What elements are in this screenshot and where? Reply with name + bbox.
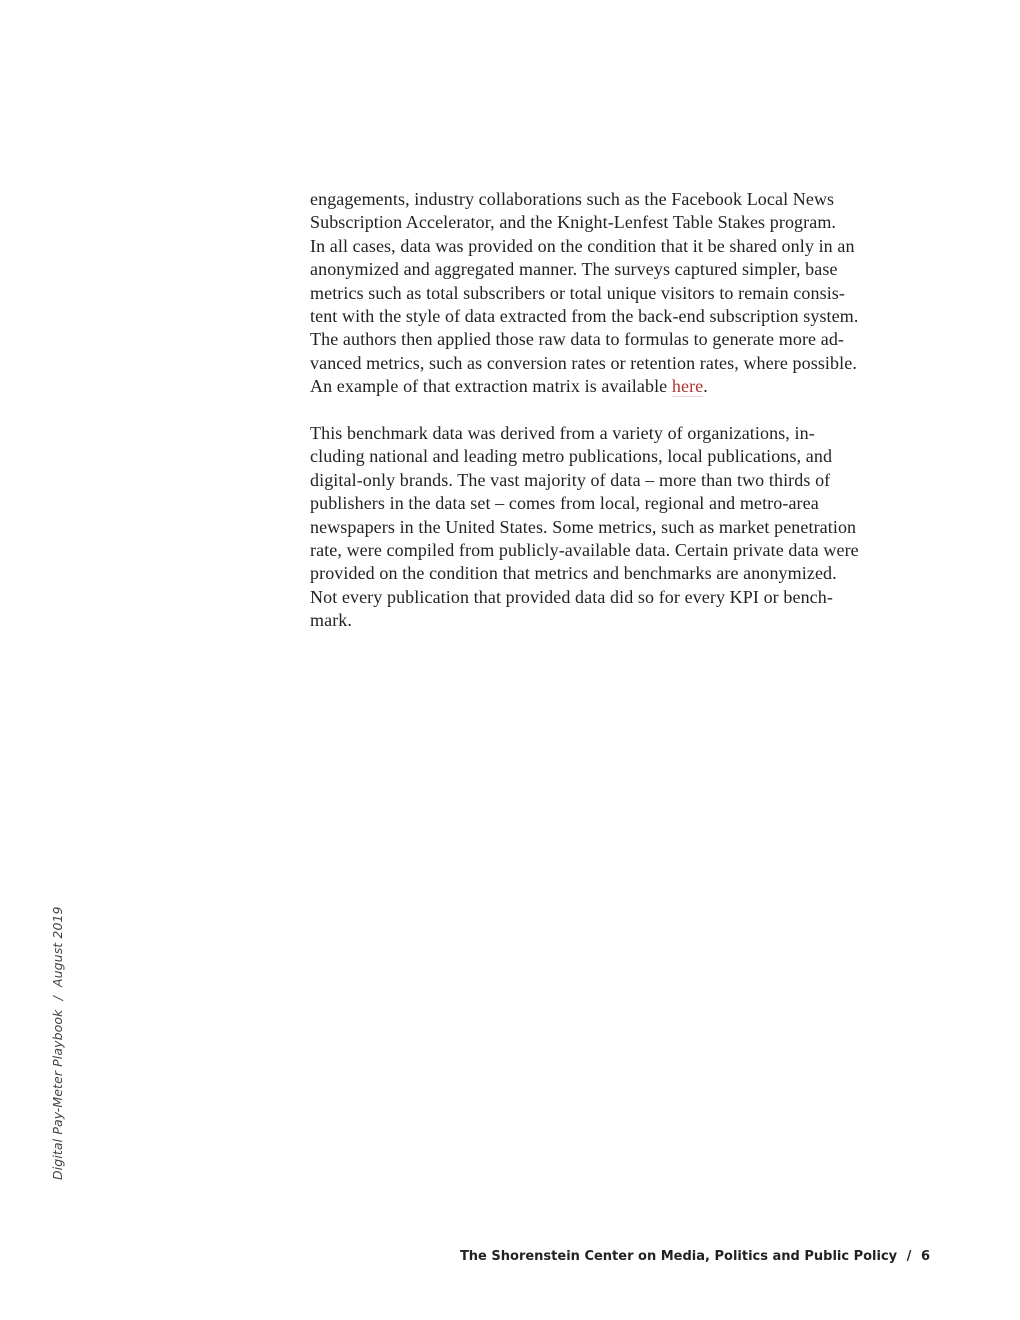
text-line: Not every publication that provided data did so for every KPI or bench- xyxy=(310,586,833,607)
footer-organization: The Shorenstein Center on Media, Politics and Public Policy xyxy=(459,1249,898,1264)
text-line: Subscription Accelerator, and the Knight-Lenfest Table Stakes program. xyxy=(310,212,837,233)
text-line: The authors then applied those raw data to formulas to generate more ad- xyxy=(310,329,845,350)
text-line: anonymized and aggregated manner. The surveys captured simpler, base xyxy=(310,259,838,280)
text-line-with-link xyxy=(310,375,932,398)
paragraph-data-sources xyxy=(310,422,932,633)
extraction-matrix-link[interactable]: here xyxy=(671,376,704,397)
text-line: rate, were compiled from publicly-available data. Certain private data were xyxy=(310,540,859,561)
text-line: vanced metrics, such as conversion rates or retention rates, where possible. xyxy=(310,352,857,373)
text-line: publishers in the data set – comes from local, regional and metro-area xyxy=(310,493,819,514)
body-column xyxy=(310,188,932,633)
text-line: engagements, industry collaborations such as the Facebook Local News xyxy=(310,189,835,209)
text-line: In all cases, data was provided on the condition that it be shared only in an xyxy=(310,235,855,256)
text-line: This benchmark data was derived from a variety of organizations, in- xyxy=(310,423,815,444)
paragraph-methodology xyxy=(310,188,932,399)
publication-date: August 2019 xyxy=(50,906,65,988)
text-line: newspapers in the United States. Some metrics, such as market penetration xyxy=(310,516,857,537)
text-segment: . xyxy=(703,376,708,397)
publication-title: Digital Pay-Meter Playbook xyxy=(50,1009,65,1180)
vertical-running-header xyxy=(50,906,65,1180)
text-line: digital-only brands. The vast majority of data – more than two thirds of xyxy=(310,469,831,490)
text-line: metrics such as total subscribers or total unique visitors to remain consis- xyxy=(310,282,845,303)
text-line: cluding national and leading metro publications, local publications, and xyxy=(310,446,833,467)
footer-separator: / xyxy=(906,1249,912,1264)
page-footer xyxy=(460,1249,930,1264)
page-number: 6 xyxy=(920,1249,930,1264)
text-line: mark. xyxy=(310,610,352,631)
running-header-separator: / xyxy=(50,996,65,1001)
text-line: provided on the condition that metrics and benchmarks are anonymized. xyxy=(310,563,837,584)
text-segment: An example of that extraction matrix is available xyxy=(310,376,672,397)
text-line: tent with the style of data extracted from the back-end subscription system. xyxy=(310,306,859,327)
paragraph-spacer xyxy=(310,399,932,422)
